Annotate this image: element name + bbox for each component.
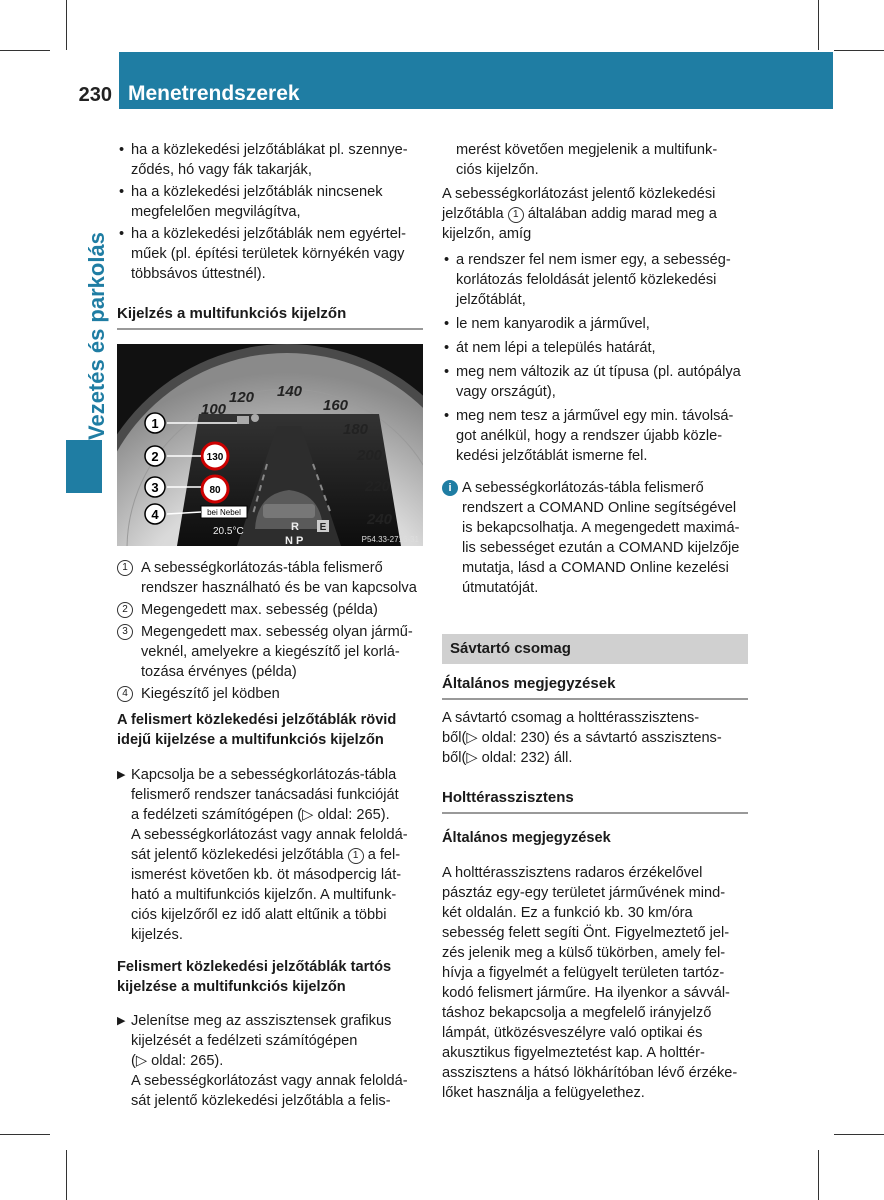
speedometer-graphic (117, 344, 423, 546)
list-item: • meg nem tesz a járművel egy min. távolsá- got anélkül, hogy a rendszer újabb közle- kedési jelzőtáblát ismerne fel. (442, 406, 748, 466)
info-note (442, 478, 748, 598)
heading-display: Kijelzés a multifunkciós kijelzőn (117, 304, 423, 330)
left-column (117, 140, 423, 1111)
list-item: • ha a közlekedési jelzőtáblákat pl. szennye- ződés, hó vagy fák takarják, (117, 140, 423, 180)
callout-number: 3 (151, 480, 159, 495)
paragraph: A holttérasszisztens radaros érzékelővel pásztáz egy-egy területet járművének mind- két oldalán. Ez a funkció kb. 30 km/óra sebesség felett segíti Önt. Figyelmeztető jel- zés jelenik meg a külső tükörben, amely fel- hívja a figyelmét a felügyelt területen tartóz- kodó felismert járműre. Ha ilyenkor a sávvál- táshoz bekapcsolja a megfelelő irányjelző lámpát, ütközésveszélyre való optikai és akusztikus figyelmeztetést kap. A holttér- asszisztens a hátsó lökhárítóban lévő érzéke- lőket használja a felügyelethez. (442, 864, 738, 1101)
subheading: Felismert közlekedési jelzőtáblák tartós kijelzése a multifunkciós kijelzőn (117, 958, 392, 995)
crop-mark (0, 1134, 50, 1135)
crop-mark (66, 0, 67, 50)
list-item: • ha a közlekedési jelzőtáblák nincsenek megfelelően megvilágítva, (117, 182, 423, 222)
list-item: • át nem lépi a település határát, (442, 338, 748, 358)
legend-number: 1 (117, 560, 133, 576)
legend-number: 2 (117, 602, 133, 618)
gear-indicator: N P (285, 535, 304, 546)
section-heading: Holttérasszisztens (442, 788, 748, 814)
crop-mark (834, 50, 884, 51)
paragraph: A sávtartó csomag a holttérasszisztens- ből(▷ oldal: 230) és a sávtartó asszisztens- ből(▷ oldal: 232) áll. (442, 710, 722, 766)
speed-label: 100 (201, 401, 227, 418)
supplementary-sign-text: bei Nebel (207, 508, 241, 517)
legend-number: 4 (117, 686, 133, 702)
crop-mark (0, 50, 50, 51)
crop-mark (66, 1150, 67, 1200)
list-item: • le nem kanyarodik a járművel, (442, 314, 748, 334)
dashboard-figure (117, 344, 423, 546)
page-number: 230 (78, 84, 112, 106)
subheading: A felismert közlekedési jelzőtáblák rövid idejű kijelzése a multifunkciós kijelzőn (117, 712, 397, 748)
legend-item: 1 A sebességkorlátozás-tábla felismerő rendszer használható és be van kapcsolva (117, 558, 423, 598)
eco-indicator: E (319, 522, 327, 533)
crop-mark (834, 1134, 884, 1135)
section-band: Sávtartó csomag (442, 634, 748, 664)
callout-number: 1 (151, 416, 159, 431)
subheading: Általános megjegyzések (442, 830, 611, 846)
callout-number: 4 (151, 507, 159, 522)
list-item: • ha a közlekedési jelzőtáblák nem egyértel- műek (pl. építési területek környékén vagy többsávos úttestnél). (117, 224, 423, 284)
crop-mark (818, 0, 819, 50)
side-tab-block (66, 440, 102, 493)
callout-ref: 1 (508, 207, 524, 223)
step-text: Jelenítse meg az asszisztensek grafikus kijelzését a fedélzeti számítógépen (▷ oldal: 265). (131, 1013, 392, 1070)
instruction-step (117, 765, 423, 945)
header-separator (117, 52, 119, 109)
step-result: A sebességkorlátozást vagy annak feloldá- sát jelentő közlekedési jelzőtábla a felis- (131, 1073, 408, 1110)
temperature-readout: 20.5°C (213, 526, 244, 537)
callout-number: 2 (151, 449, 159, 464)
instruction-step (117, 1011, 423, 1111)
gear-indicator: R (291, 521, 299, 533)
speed-label: 200 (357, 447, 383, 464)
list-item: • a rendszer fel nem ismer egy, a sebesség- korlátozás feloldását jelentő közlekedési jelzőtáblát, (442, 250, 748, 310)
speed-limit-value: 130 (206, 452, 224, 463)
speed-label: 160 (323, 397, 349, 414)
legend-item: 4 Kiegészítő jel ködben (117, 684, 423, 704)
arrow-icon: ▶ (117, 768, 126, 781)
speed-label: 180 (343, 421, 369, 438)
speed-label: 220 (365, 478, 391, 495)
speed-label: 240 (367, 511, 393, 528)
legend-number: 3 (117, 624, 133, 640)
speed-limit-value: 80 (209, 485, 221, 496)
legend-item: 3 Megengedett max. sebesség olyan jármű- veknél, amelyekre a kiegészítő jel korlá- tozása érvényes (példa) (117, 622, 423, 682)
section-title: Menetrendszerek (128, 82, 300, 105)
speed-label: 120 (229, 389, 255, 406)
crop-mark (818, 1150, 819, 1200)
paragraph: A sebességkorlátozást jelentő közlekedési jelzőtábla 1 általában addig marad meg a kijelzőn, amíg (442, 186, 717, 242)
figure-legend (117, 558, 423, 704)
section-heading: Általános megjegyzések (442, 674, 748, 700)
step-result: A sebességkorlátozást vagy annak feloldá- sát jelentő közlekedési jelzőtábla 1 a fel- ismerést követően kb. öt másodpercig lát- ható a multifunkciós kijelzőn. A multifunk- ciós kijelzőről ez idő alatt eltűnik a többi kijelzés. (131, 826, 408, 943)
list-item: • meg nem változik az út típusa (pl. autópálya vagy országút), (442, 362, 748, 402)
side-tab-label: Vezetés és parkolás (84, 232, 109, 440)
figure-code: P54.33-2716-31 (361, 535, 419, 544)
callout-ref: 1 (348, 848, 364, 864)
legend-item: 2 Megengedett max. sebesség (példa) (117, 600, 423, 620)
speed-label: 140 (277, 383, 303, 400)
info-text: A sebességkorlátozás-tábla felismerő rendszert a COMAND Online segítségével is bekapcsolhatja. A megengedett maximá- lis sebességet ezután a COMAND kijelzője mutatja, lásd a COMAND Online kezelési útmutatóját. (462, 480, 740, 596)
step-text: Kapcsolja be a sebességkorlátozás-tábla felismerő rendszer tanácsadási funkcióját a fedélzeti számítógépen (▷ oldal: 265). (131, 766, 399, 823)
info-icon: i (442, 480, 458, 496)
right-column (442, 140, 748, 1103)
continued-text: merést követően megjelenik a multifunk- ciós kijelzőn. (456, 142, 718, 178)
arrow-icon: ▶ (117, 1015, 126, 1028)
